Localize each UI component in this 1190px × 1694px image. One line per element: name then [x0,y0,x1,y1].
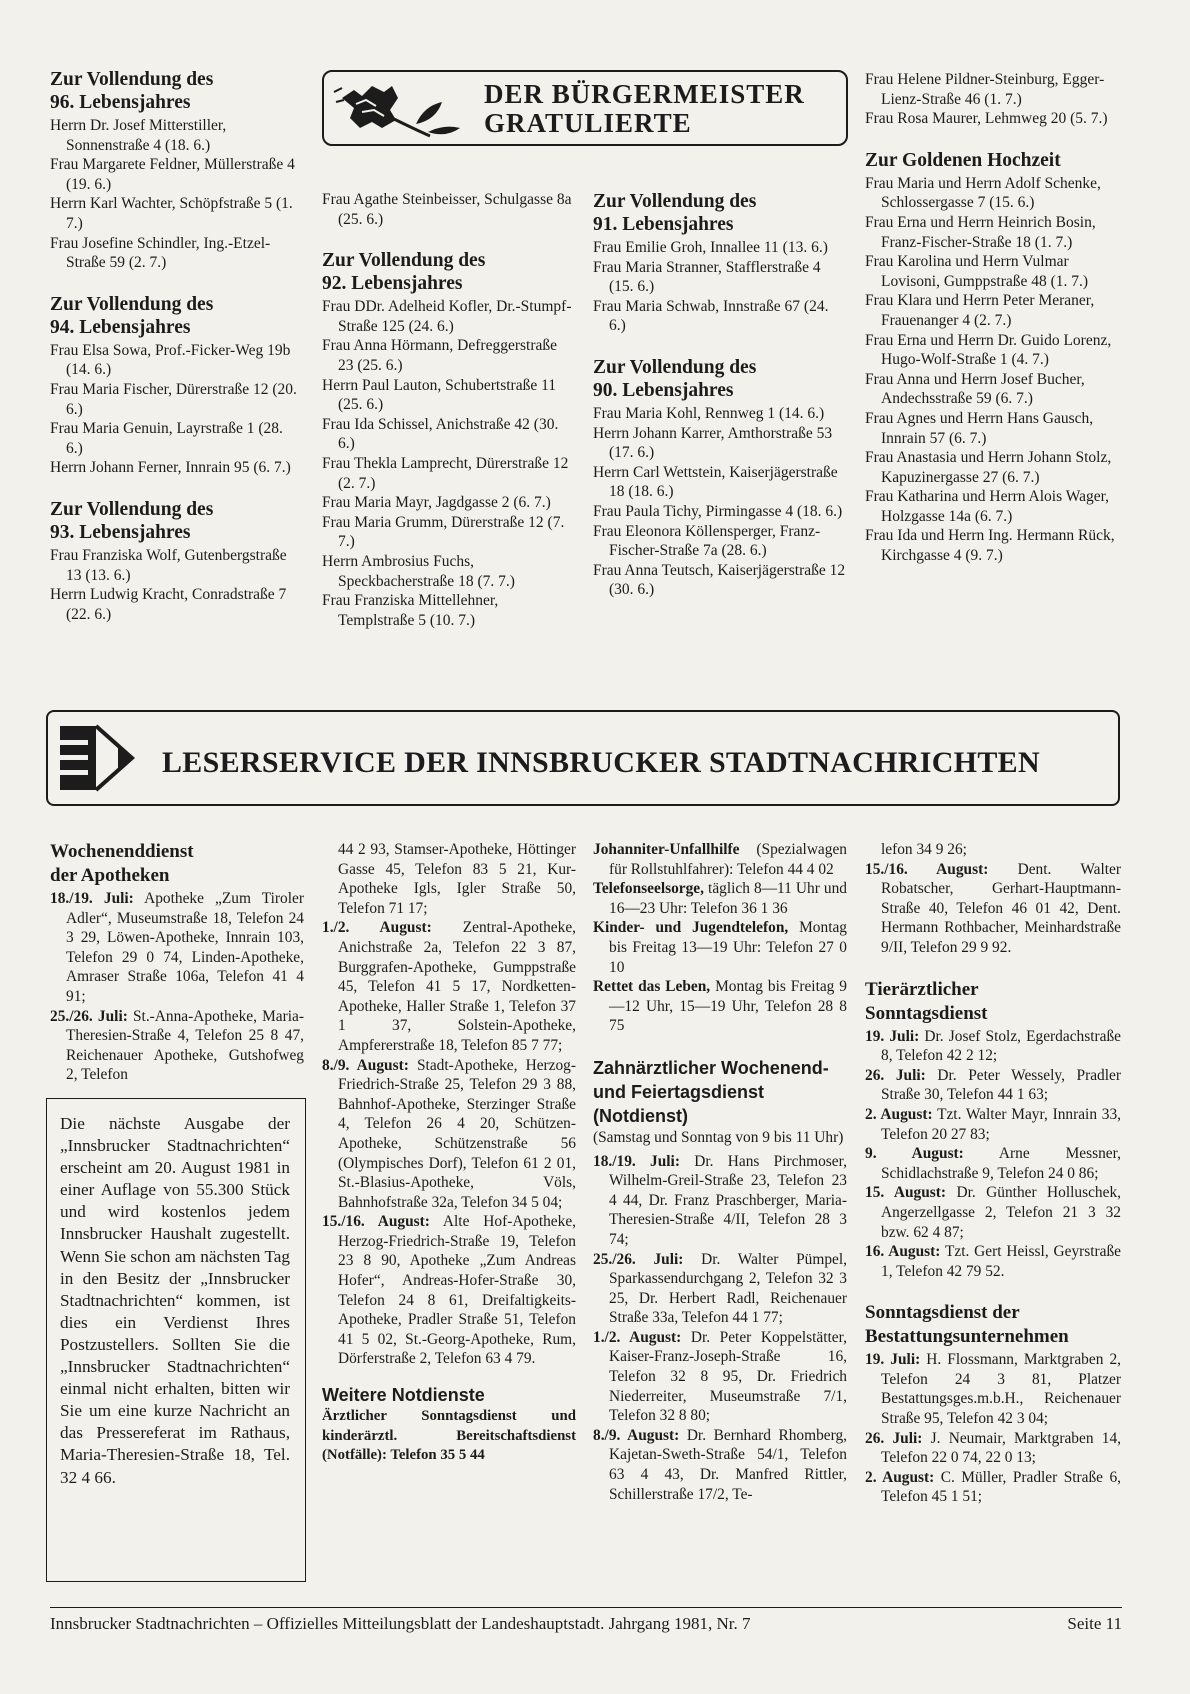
pharmacy-entry [322,918,576,1055]
services-column [593,840,847,1504]
dental-heading-line3: (Notdienst) [593,1105,688,1126]
list-item: Frau Maria Stranner, Stafflerstraße 4 (15. 6.) [593,258,821,296]
page-number: Seite 11 [1067,1614,1122,1633]
list-item: Herrn Karl Wachter, Schöpfstraße 5 (1. 7.) [50,195,293,232]
heading-90-line2: 90. Lebensjahres [593,379,734,401]
entry-text: Alte Hof-Apotheke, Herzog-Friedrich-Straße 19, Telefon 23 8 90, Apotheke „Zum Andreas Hofer“, Andreas-Hofer-Straße 30, Telefon 24 8 61, Dreifaltigkeits-Apotheke, Pradler Straße 51, Telefon 41 5 02, St.-Georg-Apotheke, Rum, Dörferstraße 2, Telefon 63 4 79. [338,1213,576,1368]
pharmacy-heading-line1: Wochenenddienst [50,841,194,862]
list-item: Frau Maria und Herrn Adolf Schenke, Schlossergasse 7 (15. 6.) [865,174,1101,212]
mayor-congratulates-banner [322,70,848,146]
vet-entry [865,1183,1121,1242]
entry-date: 8./9. August: [593,1426,680,1444]
list-item: Frau Anastasia und Herrn Johann Stolz, Kapuzinergasse 27 (6. 7.) [865,449,1112,486]
entry-date: 19. Juli: [865,1027,920,1045]
list-item: Frau Emilie Groh, Innallee 11 (13. 6.) [593,239,828,256]
list-item: Frau Erna und Herrn Heinrich Bosin, Franz-Fischer-Straße 18 (1. 7.) [865,213,1096,251]
vet-heading-line1: Tierärztlicher [865,978,979,1000]
entry-date: 19. Juli: [865,1351,921,1369]
heading-92-line1: Zur Vollendung des [322,250,486,272]
entry-date: 1./2. August: [322,919,432,937]
entry-date: 18./19. Juli: [593,1152,680,1170]
entry-text: Dr. Peter Wessely, Pradler Straße 30, Telefon 44 1 63; [881,1066,1121,1104]
pencil-icon [52,720,162,796]
heading-91-line2: 91. Lebensjahres [593,214,734,235]
service-entry [593,977,847,1036]
list-item: Frau Erna und Herrn Dr. Guido Lorenz, Hugo-Wolf-Straße 1 (4. 7.) [865,331,1112,369]
heading-93-line1: Zur Vollendung des [50,498,214,520]
pharmacy-entry [322,1212,576,1369]
dental-entry [593,1250,847,1328]
list-item: Frau Franziska Mittellehner, Templstraße 5 (10. 7.) [322,592,499,629]
pharmacy-entry [50,889,304,1007]
other-services-heading: Weitere Notdienste [322,1385,485,1406]
entry-text: Tzt. Gert Heissl, Geyrstraße 1, Telefon 42 79 52. [881,1243,1122,1280]
entry-text: Tzt. Walter Mayr, Innrain 33, Telefon 20 27 83; [881,1105,1121,1143]
dental-entry-continued: lefon 34 9 26; [881,841,967,858]
birthday-column-2 [322,190,576,630]
list-item: Frau Katharina und Herrn Alois Wager, Holzgasse 14a (6. 7.) [865,488,1110,525]
service-name: Johanniter-Unfallhilfe [593,841,740,858]
vet-heading-line2: Sonntagsdienst [865,1002,988,1024]
list-item: Frau Maria Schwab, Innstraße 67 (24. 6.) [593,297,829,335]
list-item: Frau Rosa Maurer, Lehmweg 20 (5. 7.) [865,110,1108,128]
reader-service-title: LESERSERVICE DER INNSBRUCKER STADTNACHRICHTEN [162,746,1040,779]
entry-date: 15./16. August: [322,1213,430,1231]
list-item: Frau Helene Pildner-Steinburg, Egger-Lienz-Straße 46 (1. 7.) [865,71,1105,108]
list-item: Frau Franziska Wolf, Gutenbergstraße 13 (13. 6.) [50,546,287,584]
entry-date: 15./16. August: [865,860,989,878]
list-item: Frau Maria Fischer, Dürerstraße 12 (20. 6.) [50,380,297,418]
vet-entry [865,1105,1121,1144]
list-item: Herrn Johann Karrer, Amthorstraße 53 (17. 6.) [593,424,833,462]
banner-line-1: DER BÜRGERMEISTER [484,79,805,109]
entry-date: 18./19. Juli: [50,890,134,907]
service-text: Montag bis Freitag 9—12 Uhr, 15—19 Uhr, Telefon 28 8 75 [609,978,847,1035]
dental-entry [593,1328,847,1426]
pharmacy-entry-continued: 44 2 93, Stamser-Apotheke, Höttinger Gasse 45, Telefon 83 5 21, Kur-Apotheke Igls, Igler Straße 50, Telefon 71 17; [338,841,576,917]
list-item: Frau Anna und Herrn Josef Bucher, Andechsstraße 59 (6. 7.) [865,370,1085,408]
entry-text: Dr. Bernhard Rhomberg, Kajetan-Sweth-Straße 54/1, Telefon 63 4 43, Dr. Manfred Rittler, Schillerstraße 17/2, Te- [609,1426,847,1503]
birthday-column-4 [865,70,1121,566]
heading-90-line1: Zur Vollendung des [593,356,757,378]
pharmacy-column [50,840,304,1085]
list-item: Frau Karolina und Herrn Vulmar Lovisoni, Gumppstraße 48 (1. 7.) [865,253,1089,290]
service-text: (Spezialwagen für Rollstuhlfahrer): Telefon 44 4 02 [609,841,847,878]
service-entry [593,918,847,977]
entry-text: Stadt-Apotheke, Herzog-Friedrich-Straße 25, Telefon 29 3 88, Bahnhof-Apotheke, Sterzinger Straße 4, Telefon 26 4 20, Schützen-Apotheke, Schützenstraße 56 (Olympisches Dorf), Telefon 61 2 01, St.-Blasius-Apotheke, Völs, Bahnhofstraße 32a, Telefon 34 5 04; [338,1056,577,1211]
list-item: Herrn Paul Lauton, Schubertstraße 11 (25. 6.) [322,376,557,414]
service-entry [593,879,847,918]
vet-entry [865,1027,1121,1066]
list-item: Frau Agathe Steinbeisser, Schulgasse 8a (25. 6.) [322,191,572,228]
dental-entry [865,860,1121,958]
service-name: Kinder- und Jugendtelefon, [593,919,789,937]
dental-heading-line2: und Feiertagsdienst [593,1081,765,1102]
list-item: Frau Anna Hörmann, Defreggerstraße 23 (25. 6.) [322,337,557,374]
vet-entry [865,1066,1121,1105]
entry-text: Dent. Walter Robatscher, Gerhart-Hauptmann-Straße 40, Telefon 46 01 42, Dent. Hermann Rothbacher, Meinhardstraße 9/II, Telefon 29 9 92. [881,860,1121,956]
list-item: Frau Ida und Herrn Ing. Hermann Rück, Kirchgasse 4 (9. 7.) [865,527,1115,565]
entry-date: 25./26. Juli: [50,1007,128,1025]
heading-91-line1: Zur Vollendung des [593,191,757,212]
list-item: Herrn Johann Ferner, Innrain 95 (6. 7.) [50,459,291,477]
entry-text: J. Neumair, Marktgraben 14, Telefon 22 0 74, 22 0 13; [881,1429,1121,1467]
list-item: Frau Margarete Feldner, Müllerstraße 4 (19. 6.) [50,156,295,193]
heading-92-line2: 92. Lebensjahres [322,273,463,295]
next-issue-notice-text: Die nächste Ausgabe der „Innsbrucker Stadtnachrichten“ erscheint am 20. August 1981 in einer Auflage von 55.300 Stück und wird kostenlos jedem Innsbrucker Haushalt zugestellt. Wenn Sie schon am nächsten Tag in den Besitz der „Innsbrucker Stadtnachrichten“ kommen, ist dies ein Verdienst Ihres Postzustellers. Sollten Sie die „Innsbrucker Stadtnachrichten“ einmal nicht erhalten, bitten wir Sie um eine kurze Nachricht an das Pressereferat im Rathaus, Maria-Theresien-Straße 18, Tel. 32 4 66. [60,1114,290,1487]
heading-93-line2: 93. Lebensjahres [50,521,191,543]
dental-entry [593,1426,847,1504]
funeral-entry [865,1350,1121,1428]
entry-text: H. Flossmann, Marktgraben 2, Telefon 24 3 81, Platzer Bestattungsges.m.b.H., Reichenauer Straße 95, Telefon 42 3 04; [881,1351,1121,1428]
entry-date: 2. August: [865,1468,935,1486]
dental-entry [593,1152,847,1250]
service-entry [593,840,847,879]
list-item: Frau Maria Grumm, Dürerstraße 12 (7. 7.) [322,513,565,551]
list-item: Frau Klara und Herrn Peter Meraner, Frauenanger 4 (2. 7.) [865,292,1095,329]
entry-text: Arne Messner, Schidlachstraße 9, Telefon 24 0 86; [881,1145,1121,1182]
service-name: Telefonseelsorge, [593,880,704,898]
medical-service-text: Ärztlicher Sonntagsdienst und kinderärztl. Bereitschaftsdienst (Notfälle): Telefon 35 5 44 [322,1408,576,1464]
golden-wedding-heading: Zur Goldenen Hochzeit [865,149,1061,171]
dental-heading-line1: Zahnärztlicher Wochenend- [593,1057,829,1078]
pharmacy-heading-line2: der Apotheken [50,865,170,886]
vet-entry [865,1144,1121,1183]
funeral-heading-line1: Sonntagsdienst der [865,1302,1020,1324]
vet-funeral-column [865,840,1121,1507]
list-item: Frau Maria Mayr, Jagdgasse 2 (6. 7.) [322,494,551,512]
entry-text: Dr. Hans Pirchmoser, Wilhelm-Greil-Straße 23, Telefon 23 4 44, Dr. Franz Praschberger, Maria-Theresien-Straße 4/II, Telefon 28 3 74; [609,1152,847,1248]
entry-text: Dr. Günther Holluschek, Angerzellgasse 2, Telefon 21 3 32 bzw. 62 4 87; [881,1184,1121,1241]
pharmacy-column-continued [322,840,576,1466]
entry-date: 15. August: [865,1184,947,1202]
list-item: Herrn Dr. Josef Mitterstiller, Sonnenstraße 4 (18. 6.) [50,117,227,154]
entry-date: 26. Juli: [865,1429,923,1447]
list-item: Frau Ida Schissel, Anichstraße 42 (30. 6.) [322,415,559,453]
entry-text: Zentral-Apotheke, Anichstraße 2a, Telefon 22 3 87, Burggrafen-Apotheke, Gumppstraße 45, Telefon 41 5 17, Nordketten-Apotheke, Haller Straße 1, Telefon 37 1 37, Solstein-Apotheke, Ampfererstraße 18, Telefon 85 7 77; [338,919,576,1054]
funeral-heading-line2: Bestattungsunternehmen [865,1326,1069,1348]
list-item: Frau Agnes und Herrn Hans Gausch, Innrain 57 (6. 7.) [865,409,1094,447]
entry-text: St.-Anna-Apotheke, Maria-Theresien-Straße 4, Telefon 25 8 47, Reichenauer Apotheke, Gutshofweg 2, Telefon [66,1007,304,1084]
pharmacy-entry [50,1007,304,1085]
entry-text: Dr. Peter Koppelstätter, Kaiser-Franz-Joseph-Straße 16, Telefon 32 8 95, Dr. Friedrich Niederreiter, Museumstraße 7/1, Telefon 32 8 80; [609,1328,847,1425]
next-issue-notice-box [46,1098,306,1582]
heading-94-line2: 94. Lebensjahres [50,316,191,338]
list-item: Frau Eleonora Köllensperger, Franz-Fischer-Straße 7a (28. 6.) [593,522,821,560]
entry-text: Apotheke „Zum Tiroler Adler“, Museumstraße 18, Telefon 24 3 29, Löwen-Apotheke, Innrain 103, Telefon 29 0 74, Linden-Apotheke, Amraser Straße 106a, Telefon 41 4 91; [66,890,304,1005]
reader-service-banner [46,710,1120,806]
entry-date: 25./26. Juli: [593,1250,684,1268]
rose-icon [332,78,472,138]
entry-text: Dr. Walter Pümpel, Sparkassendurchgang 2, Telefon 32 3 25, Dr. Herbert Radl, Reichenauer Straße 33a, Telefon 44 1 77; [609,1250,847,1327]
entry-date: 16. August: [865,1243,941,1261]
medical-service-note [322,1407,576,1466]
service-name: Rettet das Leben, [593,978,711,996]
list-item: Frau Paula Tichy, Pirmingasse 4 (18. 6.) [593,502,843,520]
heading-96-line1: Zur Vollendung des [50,69,214,90]
list-item: Herrn Ambrosius Fuchs, Speckbacherstraße 18 (7. 7.) [322,552,515,590]
entry-date: 26. Juli: [865,1066,926,1084]
list-item: Frau DDr. Adelheid Kofler, Dr.-Stumpf-Straße 125 (24. 6.) [322,298,572,335]
entry-date: 1./2. August: [593,1328,682,1346]
vet-entry [865,1242,1121,1281]
pharmacy-entry [322,1056,576,1213]
list-item: Frau Thekla Lamprecht, Dürerstraße 12 (2. 7.) [322,454,569,492]
service-text: Montag bis Freitag 13—19 Uhr: Telefon 27 0 10 [609,919,847,976]
funeral-entry [865,1468,1121,1507]
entry-date: 9. August: [865,1145,964,1163]
service-text: täglich 8—11 Uhr und 16—23 Uhr: Telefon 36 1 36 [609,880,847,917]
funeral-entry [865,1429,1121,1468]
page-footer [50,1607,1122,1636]
list-item: Frau Elsa Sowa, Prof.-Ficker-Weg 19b (14. 6.) [50,341,291,379]
entry-text: C. Müller, Pradler Straße 6, Telefon 45 1 51; [881,1468,1121,1506]
list-item: Herrn Carl Wettstein, Kaiserjägerstraße 18 (18. 6.) [593,463,838,501]
birthday-column-3 [593,190,847,600]
footer-publication: Innsbrucker Stadtnachrichten – Offizielles Mitteilungsblatt der Landeshauptstadt. Jahrgang 1981, Nr. 7 [50,1614,751,1633]
entry-date: 8./9. August: [322,1056,409,1074]
birthday-column-1 [50,68,302,624]
list-item: Herrn Ludwig Kracht, Conradstraße 7 (22. 6.) [50,586,287,623]
list-item: Frau Anna Teutsch, Kaiserjägerstraße 12 (30. 6.) [593,561,846,599]
list-item: Frau Maria Kohl, Rennweg 1 (14. 6.) [593,404,825,422]
banner-line-2: GRATULIERTE [484,108,692,138]
entry-date: 2. August: [865,1105,933,1123]
heading-94-line1: Zur Vollendung des [50,293,214,315]
list-item: Frau Josefine Schindler, Ing.-Etzel-Straße 59 (2. 7.) [50,234,271,272]
dental-intro: (Samstag und Sonntag von 9 bis 11 Uhr) [593,1128,844,1146]
list-item: Frau Maria Genuin, Layrstraße 1 (28. 6.) [50,420,283,457]
heading-96-line2: 96. Lebensjahres [50,92,191,113]
entry-text: Dr. Josef Stolz, Egerdachstraße 8, Telefon 42 2 12; [881,1027,1121,1065]
